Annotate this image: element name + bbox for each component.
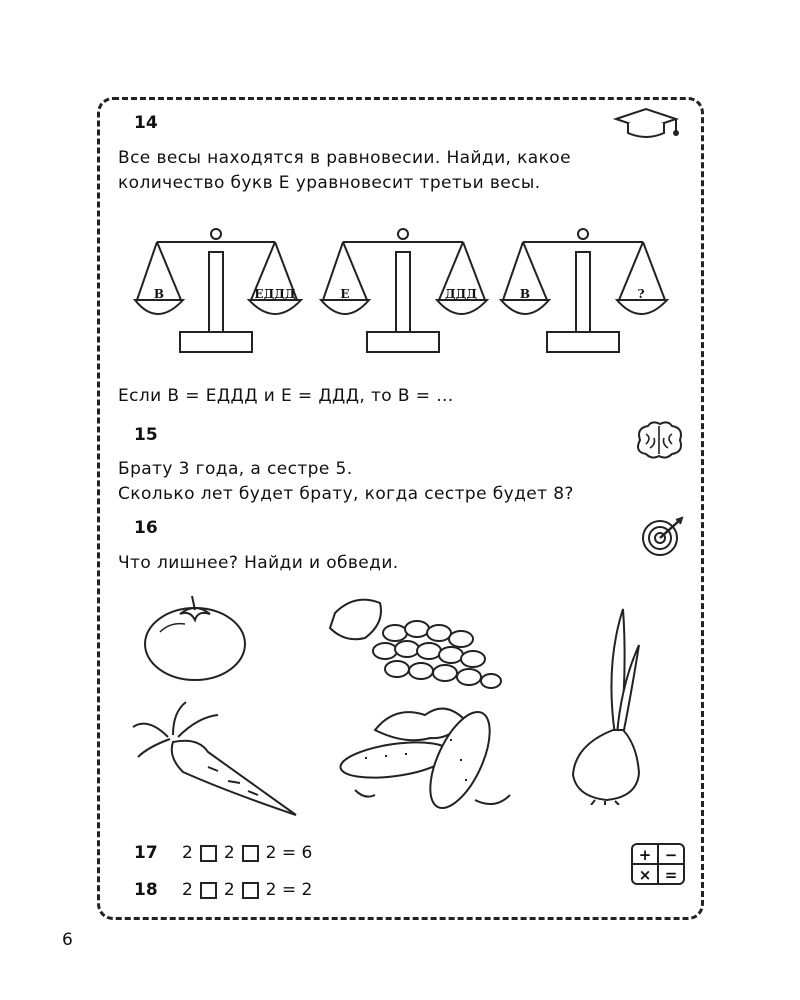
task-17-number: 17 bbox=[134, 843, 158, 863]
grapes-picture[interactable] bbox=[325, 593, 505, 693]
cucumbers-picture[interactable] bbox=[335, 700, 525, 820]
balance-scales bbox=[125, 220, 685, 360]
task-18-a: 2 bbox=[182, 880, 193, 900]
brain-icon bbox=[632, 418, 686, 462]
scale-1-left-label: В bbox=[153, 287, 165, 301]
task-15-number: 15 bbox=[134, 425, 158, 445]
task-18-number: 18 bbox=[134, 880, 158, 900]
task-14-hint: Если В = ЕДДД и Е = ДДД, то В = ... bbox=[118, 386, 454, 406]
scale-2-left-label: Е bbox=[340, 287, 350, 301]
page-number: 6 bbox=[62, 930, 73, 950]
times-glyph: × bbox=[638, 866, 652, 884]
task-18-b: 2 bbox=[223, 880, 235, 900]
task-16-text: Что лишнее? Найди и обведи. bbox=[118, 553, 399, 573]
task-17 bbox=[134, 843, 314, 863]
calculator-icon bbox=[630, 842, 686, 886]
onion-picture[interactable] bbox=[565, 605, 655, 805]
task-17-c: 2 = 6 bbox=[265, 843, 313, 863]
task-18-c: 2 = 2 bbox=[265, 880, 313, 900]
tomato-picture[interactable] bbox=[140, 592, 250, 684]
scale-1-right-label: ЕДДД bbox=[254, 287, 296, 301]
plus-glyph: + bbox=[638, 846, 652, 864]
task-18-box-2[interactable] bbox=[242, 882, 259, 899]
task-14-line2: количество букв Е уравновесит третьи весы. bbox=[118, 173, 541, 193]
task-17-b: 2 bbox=[223, 843, 235, 863]
minus-glyph: − bbox=[664, 846, 678, 864]
graduation-cap-icon bbox=[612, 105, 686, 141]
equals-glyph: = bbox=[664, 866, 678, 884]
task-14-line1: Все весы находятся в равновесии. Найди, какое bbox=[118, 148, 571, 168]
task-16-number: 16 bbox=[134, 518, 158, 538]
task-17-box-2[interactable] bbox=[242, 845, 259, 862]
task-15-line2: Сколько лет будет брату, когда сестре будет 8? bbox=[118, 484, 574, 504]
scale-3-right-label: ? bbox=[637, 287, 645, 301]
carrot-picture[interactable] bbox=[128, 697, 303, 817]
task-17-a: 2 bbox=[182, 843, 193, 863]
task-18 bbox=[134, 880, 314, 900]
task-18-box-1[interactable] bbox=[200, 882, 217, 899]
task-14-number: 14 bbox=[134, 113, 158, 133]
target-icon bbox=[636, 516, 686, 558]
scale-3-left-label: В bbox=[519, 287, 531, 301]
scale-2-right-label: ДДД bbox=[444, 287, 478, 301]
task-15-line1: Брату 3 года, а сестре 5. bbox=[118, 459, 353, 479]
task-17-box-1[interactable] bbox=[200, 845, 217, 862]
